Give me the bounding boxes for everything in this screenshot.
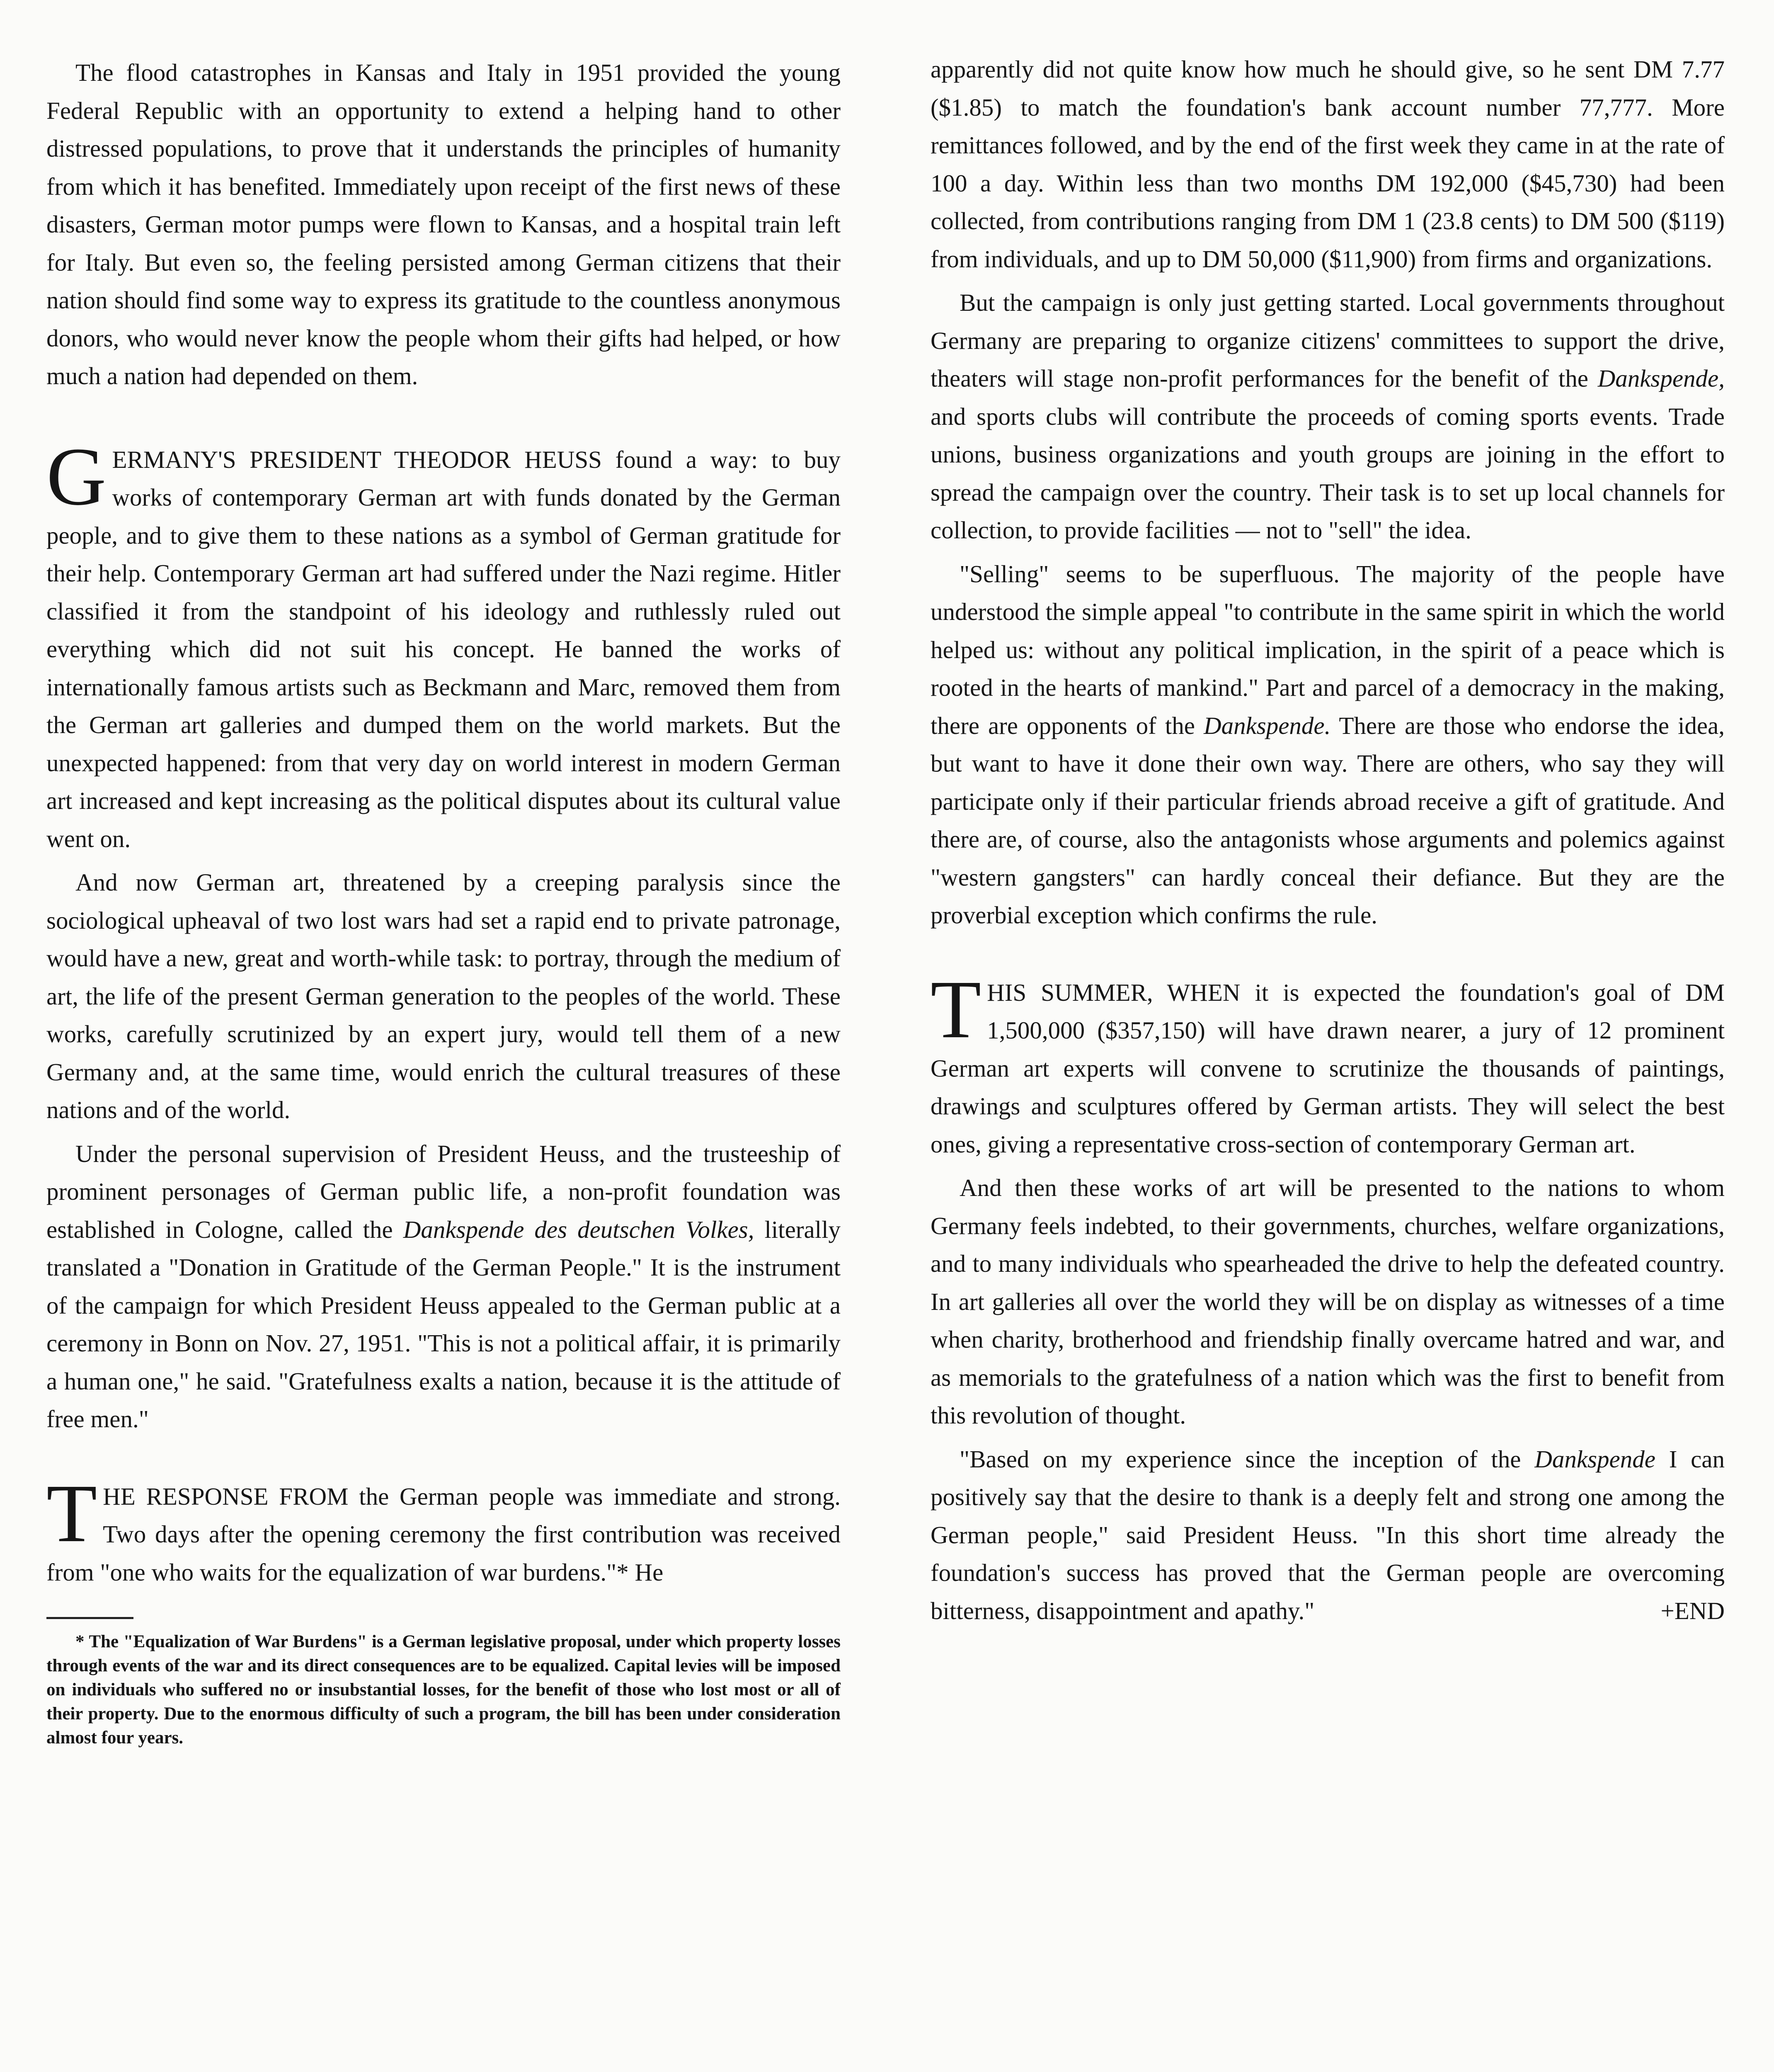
section-lead-in: HIS SUMMER, WHEN	[987, 978, 1241, 1006]
left-column	[46, 54, 841, 1756]
section-heuss	[46, 431, 841, 858]
footnote: * The "Equalization of War Burdens" is a German legislative proposal, under which property losses through events of the war and its direct consequences are to be equalized. Capital levies will be imposed on individuals who suffered no or insubstantial losses, for the benefit of those who lost most or all of their property. Due to the enormous difficulty of such a program, the bill has been under consideration almost four years.	[46, 1632, 841, 1748]
end-mark: +END	[1660, 1597, 1725, 1624]
section-lead-in: HE RESPONSE FROM	[103, 1482, 349, 1510]
italic-title: Dankspende.	[1203, 712, 1331, 739]
text-run: "Based on my experience since the inception of the	[960, 1445, 1535, 1473]
text-run: literally translated a "Donation in Gratitude of the German People." It is the instrument of the campaign for which President Heuss appealed to the German public at a ceremony in Bonn on Nov. 27, 1951. "This is not a political affair, it is primarily a human one," he said. "Gratefulness exalts a nation, because it is the attitude of free men."	[46, 1215, 841, 1433]
section-lead-in: ERMANY'S PRESIDENT THEODOR HEUSS	[112, 445, 602, 473]
paragraph-quote	[931, 1440, 1725, 1630]
section-body: the German people was immediate and strong. Two days after the opening ceremony the first contribution was received from "one who waits for the equalization of war burdens."* He	[46, 1482, 841, 1586]
text-run: But the campaign is only just getting started. Local governments throughout Germany are preparing to organize citizens' committees to support the drive, theaters will stage non-profit performances for the benefit of the	[931, 289, 1725, 392]
paragraph-selling	[931, 555, 1725, 934]
text-run: and sports clubs will contribute the proceeds of coming sports events. Trade unions, business organizations and youth groups are joining in the effort to spread the campaign over the country. Their task is to set up local channels for collection, to provide facilities — not to "sell" the idea.	[931, 402, 1725, 544]
intro-paragraph: The flood catastrophes in Kansas and Italy in 1951 provided the young Federal Republic with an opportunity to extend a helping hand to other distressed populations, to prove that it understands the principles of humanity from which it has benefited. Immediately upon receipt of the first news of these disasters, German motor pumps were flown to Kansas, and a hospital train left for Italy. But even so, the feeling persisted among German citizens that their nation should find some way to express its gratitude to the countless anonymous donors, who would never know the people whom their gifts had helped, or how much a nation had depended on them.	[46, 59, 841, 390]
paragraph-foundation	[46, 1135, 841, 1438]
drop-cap: G	[46, 431, 107, 523]
paragraph-german-art: And now German art, threatened by a creeping paralysis since the sociological upheaval of two lost wars had set a rapid end to private patronage, would have a new, great and worth-while task: to portray, through the medium of art, the life of the present German generation to the peoples of the world. These works, carefully scrutinized by an expert jury, would tell them of a new Germany and, at the same time, would enrich the cultural treasures of these nations and of the world.	[46, 869, 841, 1123]
drop-cap: T	[931, 963, 982, 1055]
text-run: "Selling" seems to be superfluous. The majority of the people have understood the simple appeal "to contribute in the same spirit in which the world helped us: without any political implication, in the spirit of a peace which is rooted in the hearts of mankind." Part and parcel of a democracy in the making, there are opponents of the	[931, 560, 1725, 739]
italic-title: Dankspende des deutschen Volkes,	[403, 1215, 754, 1243]
right-column	[931, 51, 1725, 1636]
drop-cap: T	[46, 1467, 97, 1559]
italic-title: Dankspende,	[1597, 365, 1725, 392]
paragraph-remittances: apparently did not quite know how much he should give, so he sent DM 7.77 ($1.85) to match the foundation's bank account number 77,777. More remittances followed, and by the end of the first week they came in at the rate of 100 a day. Within less than two months DM 192,000 ($45,730) had been collected, from contributions ranging from DM 1 (23.8 cents) to DM 500 ($119) from individuals, and up to DM 50,000 ($11,900) from firms and organizations.	[931, 56, 1725, 273]
italic-title: Dankspende	[1534, 1445, 1655, 1473]
section-response	[46, 1467, 841, 1592]
text-run: There are those who endorse the idea, but want to have it done their own way. There are others, who say they will participate only if their particular friends abroad receive a gift of gratitude. And there are, of course, also the antagonists whose arguments and polemics against "western gangsters" can hardly conceal their defiance. But they are the proverbial exception which confirms the rule.	[931, 712, 1725, 929]
section-summer	[931, 963, 1725, 1164]
paragraph-campaign	[931, 284, 1725, 549]
text-run: I can positively say that the desire to thank is a deeply felt and strong one among the German people," said President Heuss. "In this short time already the foundation's success has proved that the German people are overcoming bitterness, disappointment and apathy."	[931, 1445, 1725, 1624]
section-body: found a way: to buy works of contemporary German art with funds donated by the German people, and to give them to these nations as a symbol of German gratitude for their help. Contemporary German art had suffered under the Nazi regime. Hitler classified it from the standpoint of his ideology and ruthlessly ruled out everything which did not suit his concept. He banned the works of internationally famous artists such as Beckmann and Marc, removed them from the German art galleries and dumped them on the world markets. But the unexpected happened: from that very day on world interest in modern German art increased and kept increasing as the political disputes about its cultural value went on.	[46, 445, 841, 852]
paragraph-presentation: And then these works of art will be presented to the nations to whom Germany feels indebted, to their governments, churches, welfare organizations, and to many individuals who spearheaded the drive to help the defeated country. In art galleries all over the world they will be on display as witnesses of a time when charity, brotherhood and friendship finally overcame hatred and war, and as memorials to the gratefulness of a nation which was the first to benefit from this revolution of thought.	[931, 1174, 1725, 1429]
section-body: it is expected the foundation's goal of DM 1,500,000 ($357,150) will have drawn nearer, a jury of 12 prominent German art experts will convene to scrutinize the thousands of paintings, drawings and sculptures offered by German artists. They will select the best ones, giving a representative cross-section of contemporary German art.	[931, 978, 1725, 1158]
text-run: Under the personal supervision of President Heuss, and the trusteeship of prominent personages of German public life, a non-profit foundation was established in Cologne, called the	[46, 1140, 841, 1243]
footnote-rule	[46, 1617, 133, 1619]
